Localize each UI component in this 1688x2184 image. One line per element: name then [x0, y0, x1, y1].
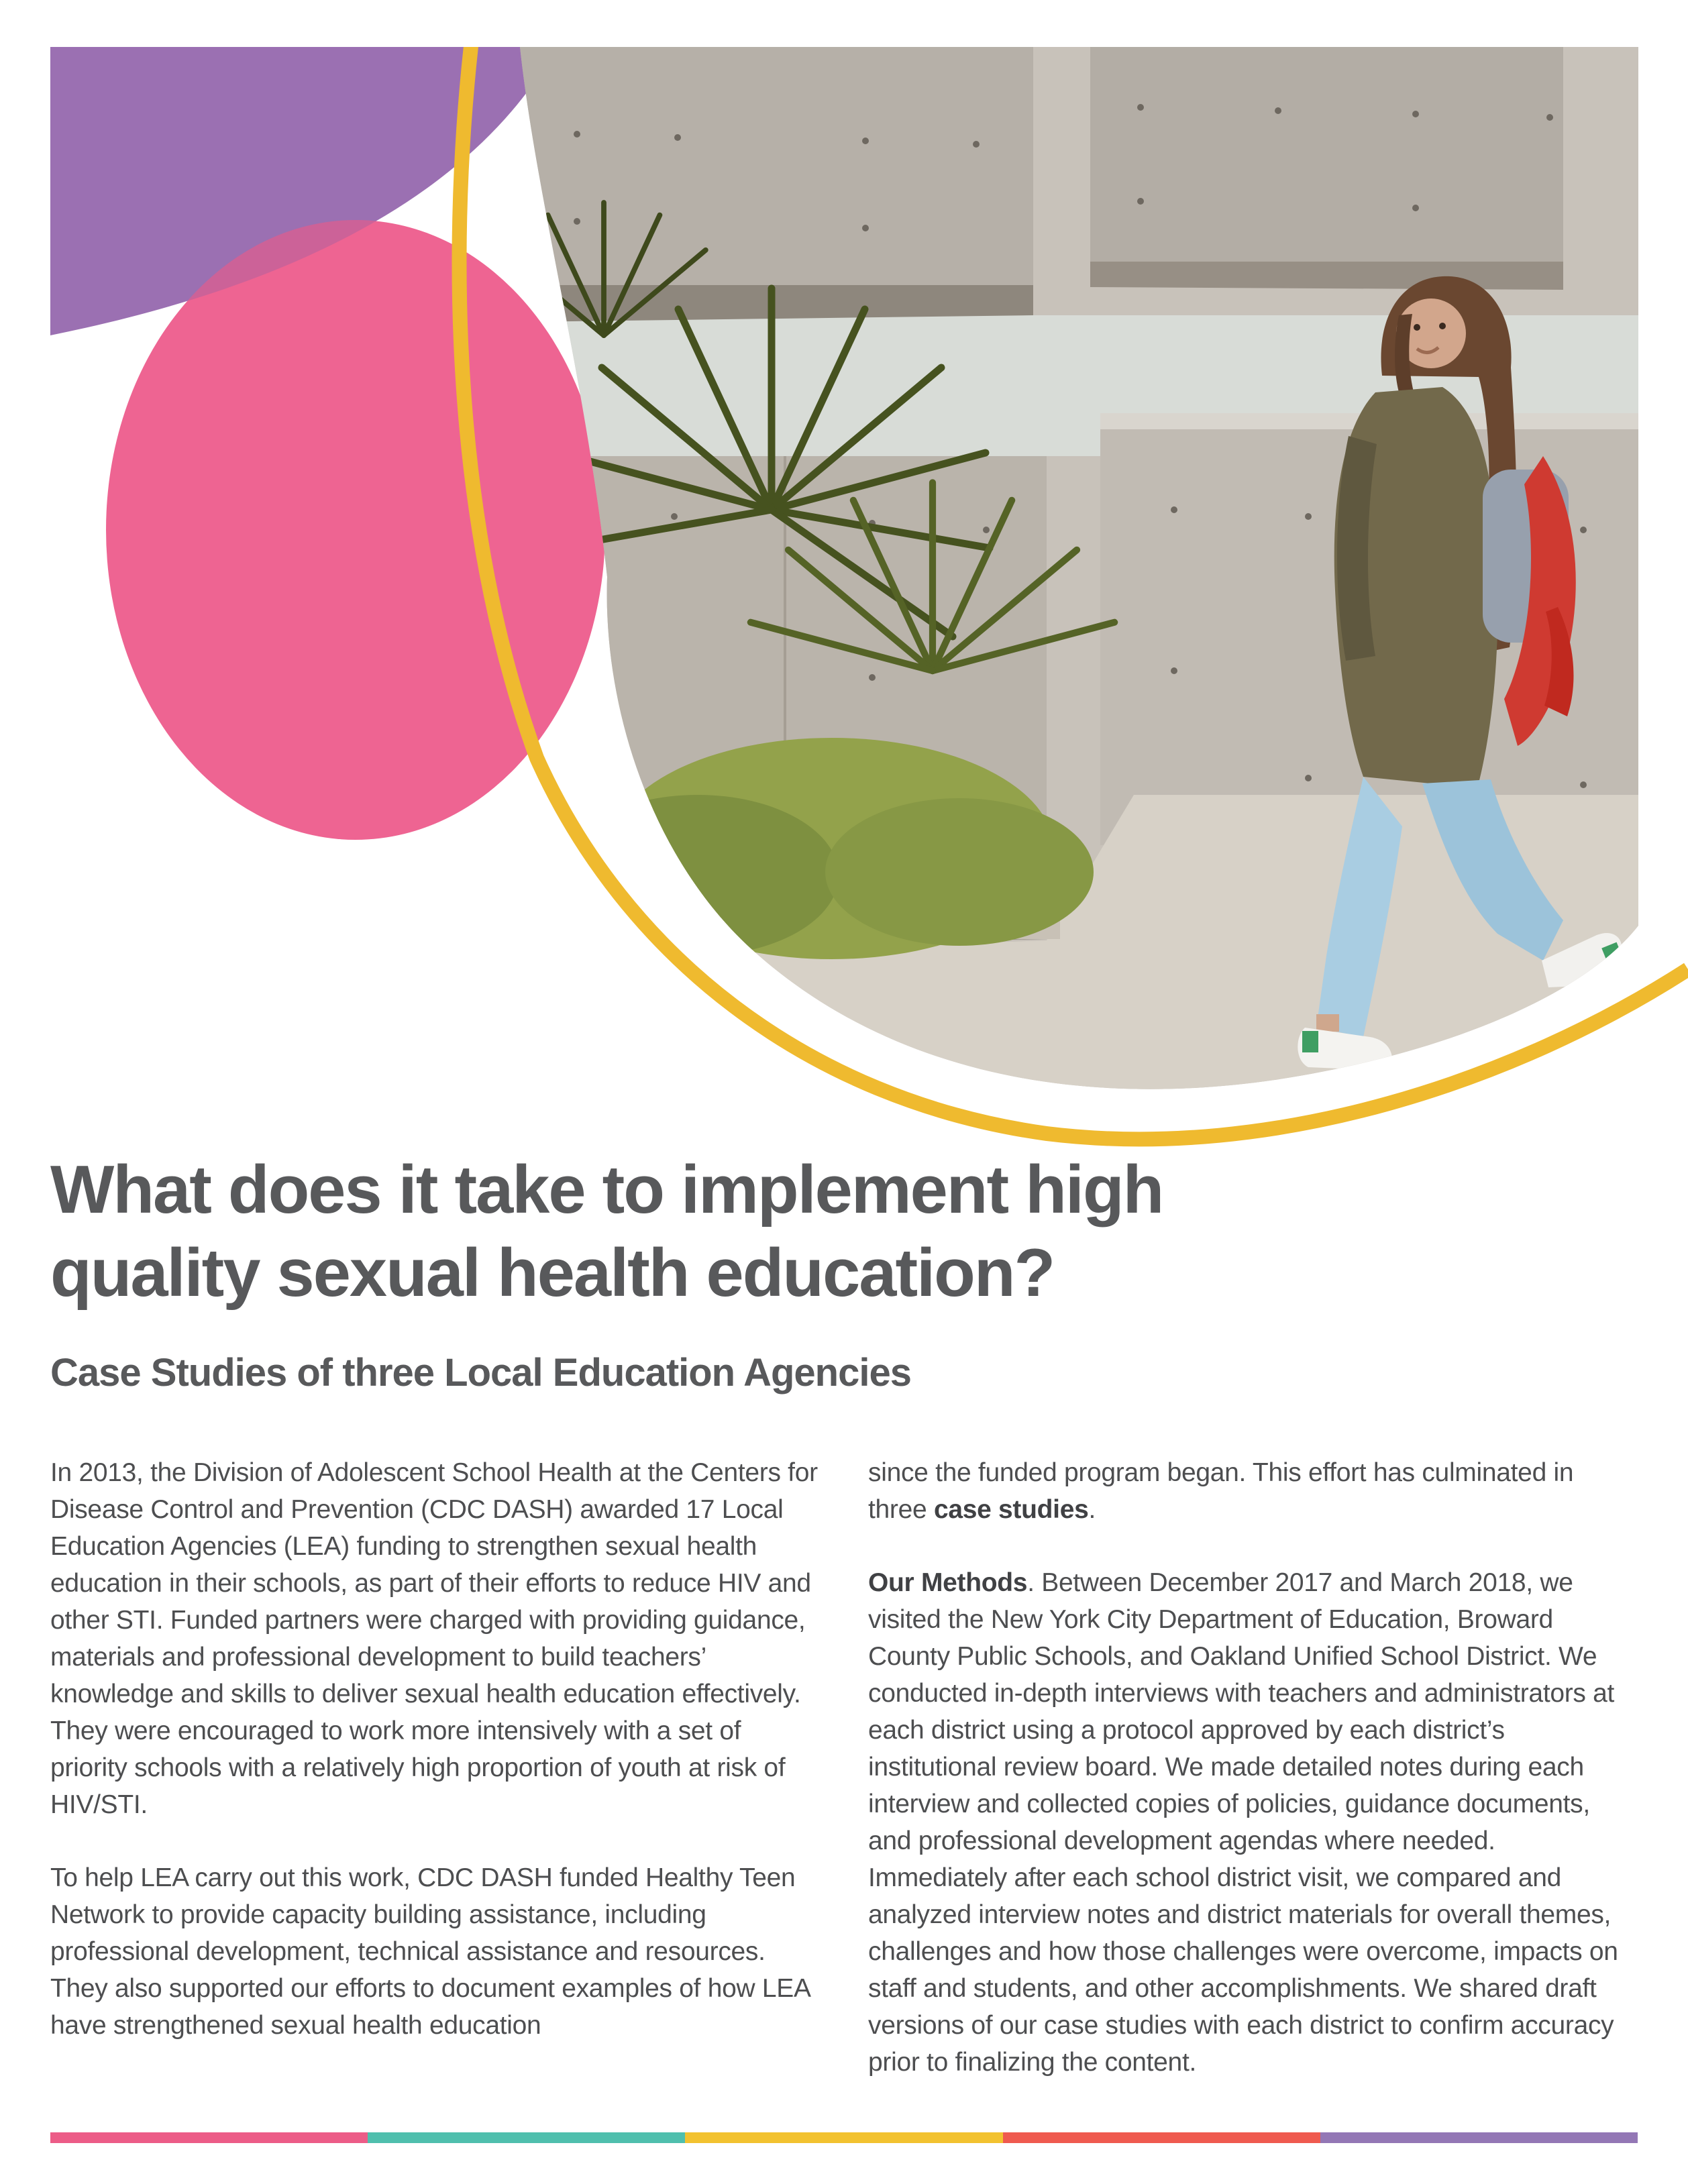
footer-color-bar: [50, 2132, 1638, 2143]
hero-photo: [502, 47, 1638, 1100]
page-title-line-1: What does it take to implement high: [50, 1152, 1163, 1227]
case-studies-bold: case studies: [933, 1495, 1089, 1524]
case-studies-text: since the funded program began. This effort has culminated in three: [868, 1458, 1574, 1524]
case-studies-period: .: [1088, 1495, 1096, 1524]
our-methods-bold: Our Methods: [868, 1568, 1028, 1597]
our-methods-text: . Between December 2017 and March 2018, we visited the New York City Department of Education, Broward County Public Schools, and Oakland Unified School District. We conducted in-depth interviews with teachers and administrators at each district using a protocol approved by each district’s institutional review board. We made detailed notes during each interview and collected copies of policies, guidance documents, and professional development agendas where needed. Immediately after each school district visit, we compared and analyzed interview notes and district materials for overall themes, challenges and how those challenges were overcome, impacts on staff and students, and other accomplishments. We shared draft versions of our case studies with each district to confirm accuracy prior to finalizing the content.: [868, 1568, 1618, 2077]
body-column-right: [868, 1454, 1638, 2117]
footer-bar-segment-pink: [50, 2132, 368, 2143]
page-title: [50, 1148, 1493, 1315]
paragraph-our-methods: [868, 1564, 1638, 2081]
paragraph-intro: In 2013, the Division of Adolescent School Health at the Centers for Disease Control and Prevention (CDC DASH) awarded 17 Local Education Agencies (LEA) funding to strengthen sexual health education in their schools, as part of their efforts to reduce HIV and other STI. Funded partners were charged with providing guidance, materials and professional development to build teachers’ knowledge and skills to deliver sexual health education effectively. They were encouraged to work more intensively with a set of priority schools with a relatively high proportion of youth at risk of HIV/STI.: [50, 1458, 818, 1819]
body-columns: [50, 1454, 1638, 2117]
page-title-line-2: quality sexual health education?: [50, 1236, 1055, 1311]
footer-bar-segment-teal: [368, 2132, 685, 2143]
paragraph-healthy-teen-network: To help LEA carry out this work, CDC DASH funded Healthy Teen Network to provide capacity building assistance, including professional development, technical assistance and resources. They also supported our efforts to document examples of how LEA have strengthened sexual health education: [50, 1863, 810, 2040]
page-subtitle: Case Studies of three Local Education Agencies: [50, 1351, 911, 1395]
paragraph-case-studies: [868, 1454, 1638, 1528]
footer-bar-segment-yellow: [685, 2132, 1002, 2143]
footer-bar-segment-purple: [1320, 2132, 1638, 2143]
body-column-left: [50, 1454, 820, 2117]
footer-bar-segment-red: [1003, 2132, 1320, 2143]
